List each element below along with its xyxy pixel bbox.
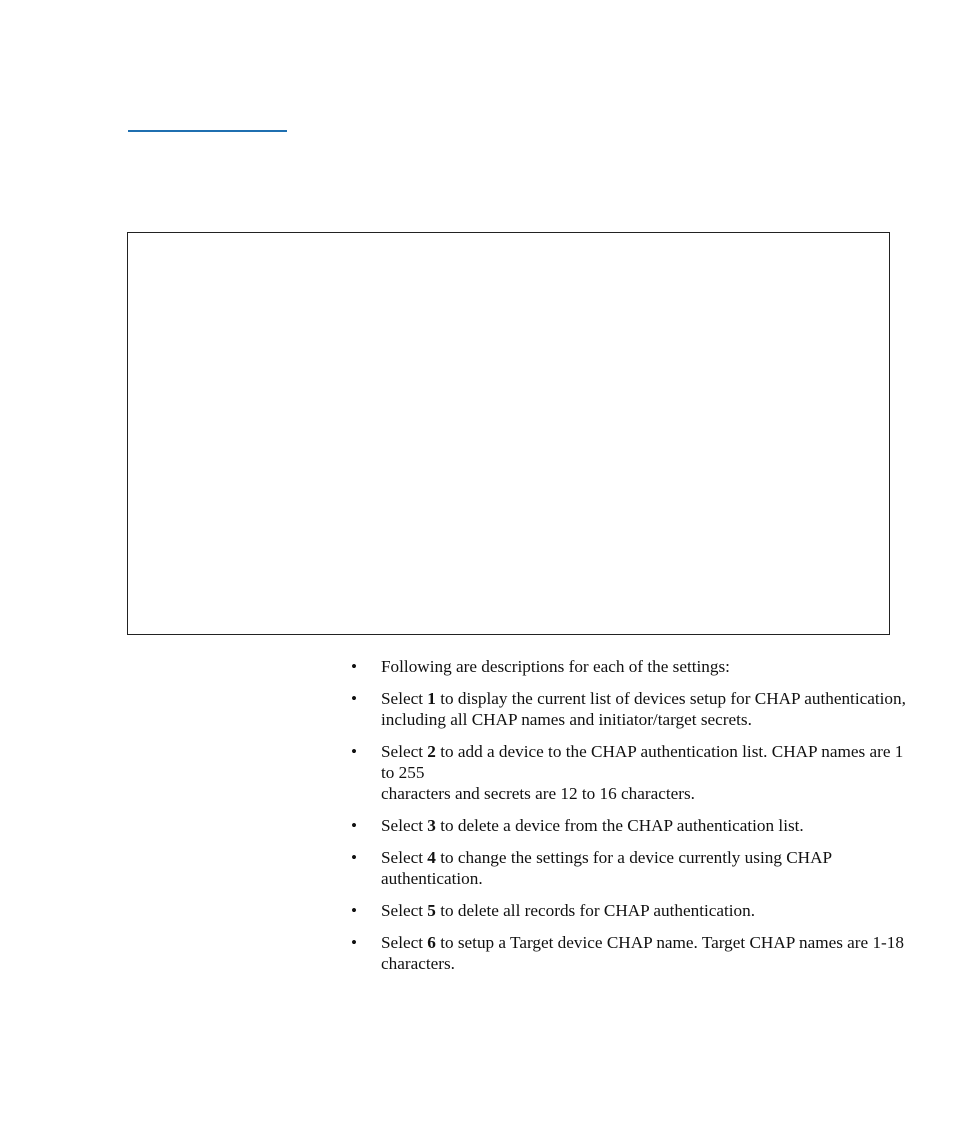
- bullet-icon: •: [351, 657, 358, 676]
- bullet-icon: •: [351, 901, 358, 920]
- header-rule: [128, 130, 287, 132]
- bullet-icon: •: [351, 742, 358, 761]
- bullet-icon: •: [351, 689, 358, 708]
- list-item: • Select 4 to change the settings for a device currently using CHAP authentication.: [351, 848, 832, 888]
- list-item: • Following are descriptions for each of the settings:: [351, 657, 730, 676]
- option-number: 3: [427, 816, 436, 835]
- option-number: 4: [427, 848, 436, 867]
- option-number: 5: [427, 901, 436, 920]
- list-item: • Select 5 to delete all records for CHAP authentication.: [351, 901, 756, 920]
- list-item: • Select 3 to delete a device from the CHAP authentication list.: [351, 816, 804, 835]
- bullet-icon: •: [351, 848, 358, 867]
- bullet-icon: •: [351, 816, 358, 835]
- screen-capture-frame: [127, 232, 890, 635]
- option-number: 6: [427, 933, 436, 952]
- list-item: • Select 6 to setup a Target device CHAP name. Target CHAP names are 1-18 characters.: [351, 933, 904, 973]
- bullet-icon: •: [351, 933, 358, 952]
- option-number: 2: [427, 742, 436, 761]
- list-item: • Select 2 to add a device to the CHAP authentication list. CHAP names are 1 to 255 characters and secrets are 12 to 16 characters.: [351, 742, 904, 803]
- option-number: 1: [427, 689, 436, 708]
- settings-description-list: [348, 656, 908, 985]
- list-item: • Select 1 to display the current list of devices setup for CHAP authentication, including all CHAP names and initiator/target secrets.: [351, 689, 906, 729]
